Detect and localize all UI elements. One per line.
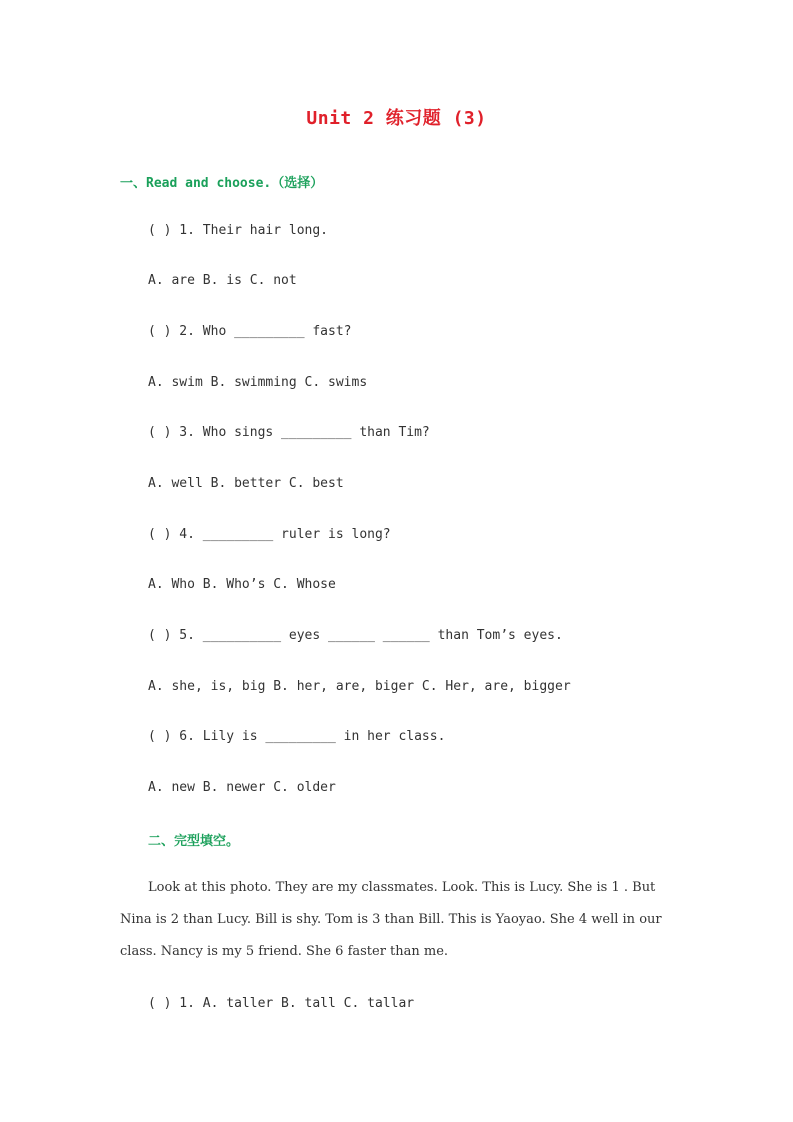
- question-4: ( ) 4. _________ ruler is long?: [148, 527, 391, 542]
- options-2: A. swim B. swimming C. swims: [148, 375, 368, 390]
- options-4: A. Who B. Who’s C. Whose: [148, 577, 336, 592]
- options-1: A. are B. is C. not: [148, 273, 297, 288]
- cloze-passage: Look at this photo. They are my classmates. Look. This is Lucy. She is 1 . But Nina is 2 than Lucy. Bill is shy. Tom is 3 than Bill. This is Yaoyao. She 4 well in our class. Nancy is my 5 friend. She 6 faster than me.: [120, 880, 662, 959]
- options-5: A. she, is, big B. her, are, biger C. Her, are, bigger: [148, 679, 571, 694]
- question-3: ( ) 3. Who sings _________ than Tim?: [148, 425, 430, 440]
- question-5: ( ) 5. __________ eyes ______ ______ than Tom’s eyes.: [148, 628, 563, 643]
- page-title: Unit 2 练习题 (3): [306, 108, 487, 129]
- question-2: ( ) 2. Who _________ fast?: [148, 324, 352, 339]
- question-6: ( ) 6. Lily is _________ in her class.: [148, 729, 446, 744]
- cloze-question-1: ( ) 1. A. taller B. tall C. tallar: [148, 996, 415, 1011]
- section-heading-read-and-choose: 一、Read and choose.（选择）: [120, 176, 324, 191]
- options-3: A. well B. better C. best: [148, 476, 344, 491]
- options-6: A. new B. newer C. older: [148, 780, 336, 795]
- section-heading-cloze: 二、完型填空。: [148, 834, 240, 849]
- question-1: ( ) 1. Their hair long.: [148, 223, 329, 238]
